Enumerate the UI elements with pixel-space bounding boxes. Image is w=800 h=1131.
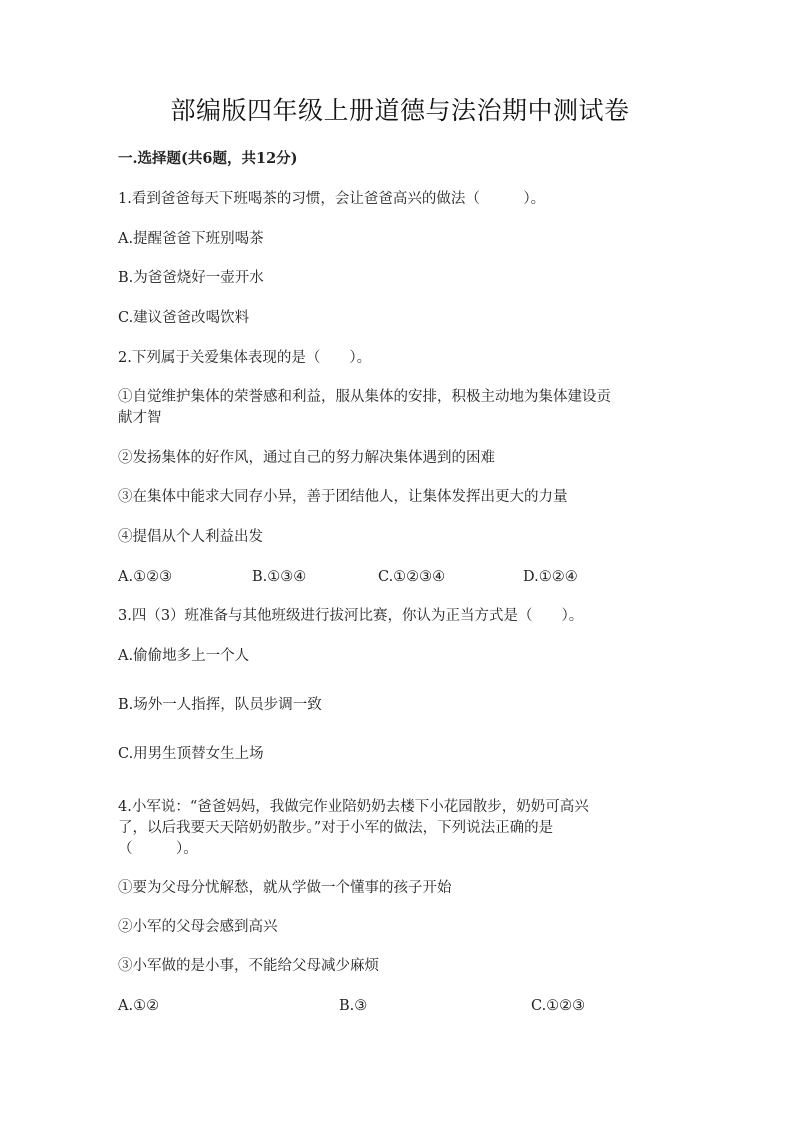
question-2-statement-4: ④提倡从个人利益出发 [118,529,263,545]
question-4-statement-1: ①要为父母分忧解愁，就从学做一个懂事的孩子开始 [118,880,452,896]
question-3-option-b: B.场外一人指挥，队员步调一致 [118,697,322,713]
question-2-stem: 2.下列属于关爱集体表现的是（ ）。 [118,350,372,366]
question-3-option-c: C.用男生顶替女生上场 [118,746,264,762]
section-heading: 一.选择题(共6题，共12分) [118,150,298,167]
question-4-statement-2: ②小军的父母会感到高兴 [118,919,278,935]
question-2-statement-2: ②发扬集体的好作风，通过自己的努力解决集体遇到的困难 [118,450,495,466]
question-3-stem: 3.四（3）班准备与其他班级进行拔河比赛，你认为正当方式是（ ）。 [118,608,584,624]
question-3-option-a: A.偷偷地多上一个人 [118,648,250,664]
page-title: 部编版四年级上册道德与法治期中测试卷 [170,96,630,125]
question-2-option-c: C.①②③④ [378,569,446,585]
question-4-stem-line-3: （ ）。 [118,841,198,857]
question-2-option-d: D.①②④ [523,569,578,585]
question-1-stem: 1.看到爸爸每天下班喝茶的习惯，会让爸爸高兴的做法（ ）。 [118,191,546,207]
question-4-option-a: A.①② [118,998,160,1014]
question-1-option-c: C.建议爸爸改喝饮料 [118,310,250,326]
question-2-option-b: B.①③④ [252,569,307,585]
question-4-options [118,996,698,1017]
question-1-option-b: B.为爸爸烧好一壶开水 [118,270,264,286]
question-4-option-b: B.③ [339,998,368,1014]
question-4-stem-line-1: 4.小军说：“爸爸妈妈，我做完作业陪奶奶去楼下小花园散步，奶奶可高兴 [118,799,589,815]
question-2-statement-1-line-2: 献才智 [118,410,162,426]
question-4-stem-line-2: 了，以后我要天天陪奶奶散步。”对于小军的做法，下列说法正确的是 [118,820,554,836]
question-4-statement-3: ③小军做的是小事，不能给父母减少麻烦 [118,958,379,974]
question-2-statement-1-line-1: ①自觉维护集体的荣誉感和利益，服从集体的安排，积极主动地为集体建设贡 [118,389,611,405]
question-2-option-a: A.①②③ [118,569,173,585]
question-2-statement-3: ③在集体中能求大同存小异，善于团结他人，让集体发挥出更大的力量 [118,489,568,505]
question-4-option-c: C.①②③ [531,998,586,1014]
question-2-options [118,567,698,588]
question-1-option-a: A.提醒爸爸下班别喝茶 [118,231,264,247]
